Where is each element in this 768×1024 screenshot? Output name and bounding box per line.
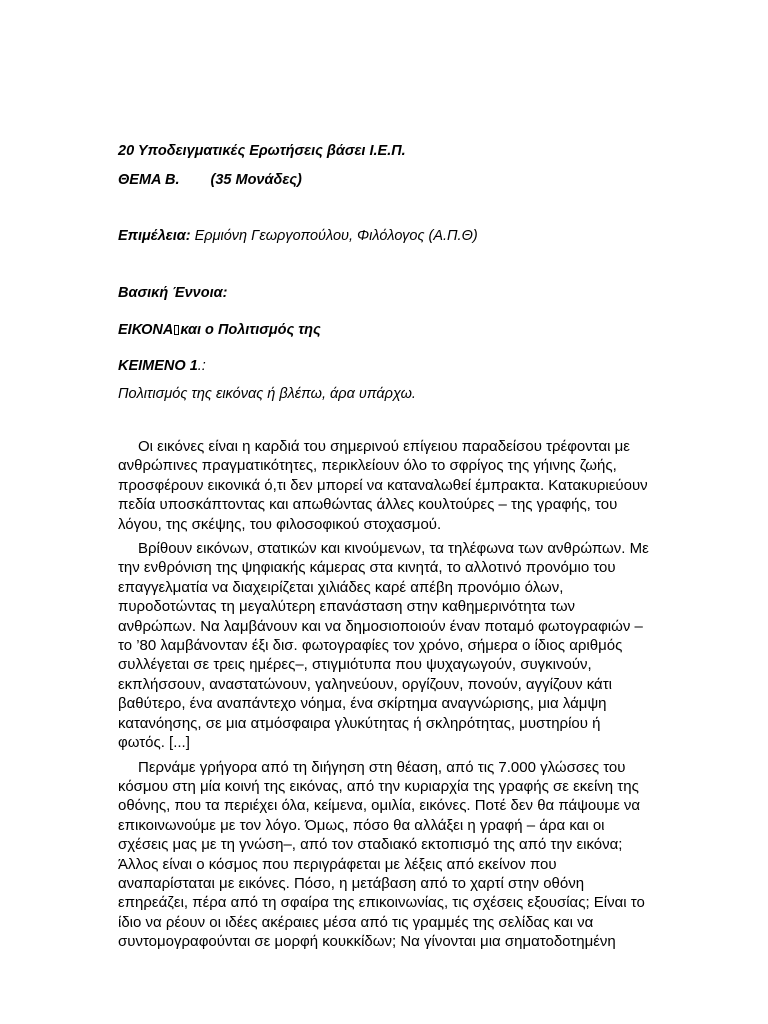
text-label: ΚΕΙΜΕΝΟ 1 — [118, 358, 198, 374]
theme-heading — [118, 170, 302, 190]
editor-label: Επιμέλεια: — [118, 228, 191, 244]
editor-value: Ερμιόνη Γεωργοπούλου, Φιλόλογος (Α.Π.Θ) — [190, 228, 478, 244]
text-label-suffix: .: — [197, 358, 206, 374]
editor-line — [118, 226, 478, 246]
concept-label: Βασική Έννοια: — [118, 285, 228, 301]
theme-points: (35 Μονάδες) — [210, 172, 302, 188]
document-title: 20 Υποδειγματικές Ερωτήσεις βάσει Ι.Ε.Π. — [118, 143, 406, 159]
topic-heading — [118, 320, 321, 340]
paragraph: Βρίθουν εικόνων, στατικών και κινούμενων, τα τηλέφωνα των ανθρώπων. Με την ενθρόνιση της ψηφιακής κάμερας στα κινητά, το αλλοτινό προνόμιο του επαγγελματία να διαχειρίζεται χιλιάδες καρέ απέβη προνόμιο όλων, πυροδοτώντας τη μεγαλύτερη επανάσταση στην καθημερινότητα των ανθρώπων. Να λαμβάνουν και να δημοσιοποιούν έναν ποταμό φωτογραφιών –το ’80 λαμβάνονταν έξι δισ. φωτογραφίες τον χρόνο, σήμερα ο ίδιος αριθμός συλλέγεται σε τρεις ημέρες–, στιγμιότυπα που ψυχαγωγούν, συγκινούν, εκπλήσσουν, αναστατώνουν, γαληνεύουν, οργίζουν, πονούν, αγγίζουν κάτι βαθύτερο, ένα αναπάντεχο νόημα, ένα σκίρτημα αναγνώρισης, μια λάμψη κατανόησης, σε μια ατμόσφαιρα γλυκύτητας ή σκληρότητας, μυστηρίου ή φωτός. [...] — [118, 540, 649, 752]
theme-label: ΘΕΜΑ Β. — [118, 172, 180, 188]
paragraph: Οι εικόνες είναι η καρδιά του σημερινού επίγειου παραδείσου τρέφονται με ανθρώπινες πραγματικότητες, περικλείουν όλο το σφρίγος της γήινης ζωής, προσφέρουν εικονικά ό,τι δεν μπορεί να καταναλωθεί έμπρακτα. Κατακυριεύουν πεδία υποσκάπτοντας και απωθώντας άλλες κουλτούρες – της γραφής, του λόγου, της σκέψης, του φιλοσοφικού στοχασμού. — [118, 438, 648, 533]
missing-glyph-icon — [174, 325, 179, 335]
body-text — [118, 437, 650, 957]
paragraph: Περνάμε γρήγορα από τη διήγηση στη θέαση, από τις 7.000 γλώσσες του κόσμου στη μία κοινή της εικόνας, από την κυριαρχία της γραφής σε εκείνη της οθόνης, που τα περιέχει όλα, κείμενα, ομιλία, εικόνες. Ποτέ δεν θα πάψουμε να επικοινωνούμε με τον λόγο. Όμως, πόσο θα αλλάξει η γραφή – άρα και οι σχέσεις μας με τη γνώση–, από τον σταδιακό εκτοπισμό της από την εικόνα; Άλλος είναι ο κόσμος που περιγράφεται με λέξεις από εκείνον που αναπαρίσταται με εικόνες. Πόσο, η μετάβαση από το χαρτί στην οθόνη επηρεάζει, πέρα από τη σφαίρα της επικοινωνίας, τις σχέσεις εξουσίας; Είναι το ίδιο να ρέουν οι ιδέες ακέραιες μέσα από τις γραμμές της σελίδας και να συντομογραφούνται σε μορφή κουκκίδων; Να γίνονται μια σηματοδοτημένη — [118, 758, 645, 951]
topic-part-2: και ο Πολιτισμός της — [180, 322, 321, 338]
text-title: Πολιτισμός της εικόνας ή βλέπω, άρα υπάρχω. — [118, 386, 416, 402]
topic-part-1: ΕΙΚΟΝΑ — [118, 322, 174, 338]
text-label-line — [118, 356, 206, 376]
